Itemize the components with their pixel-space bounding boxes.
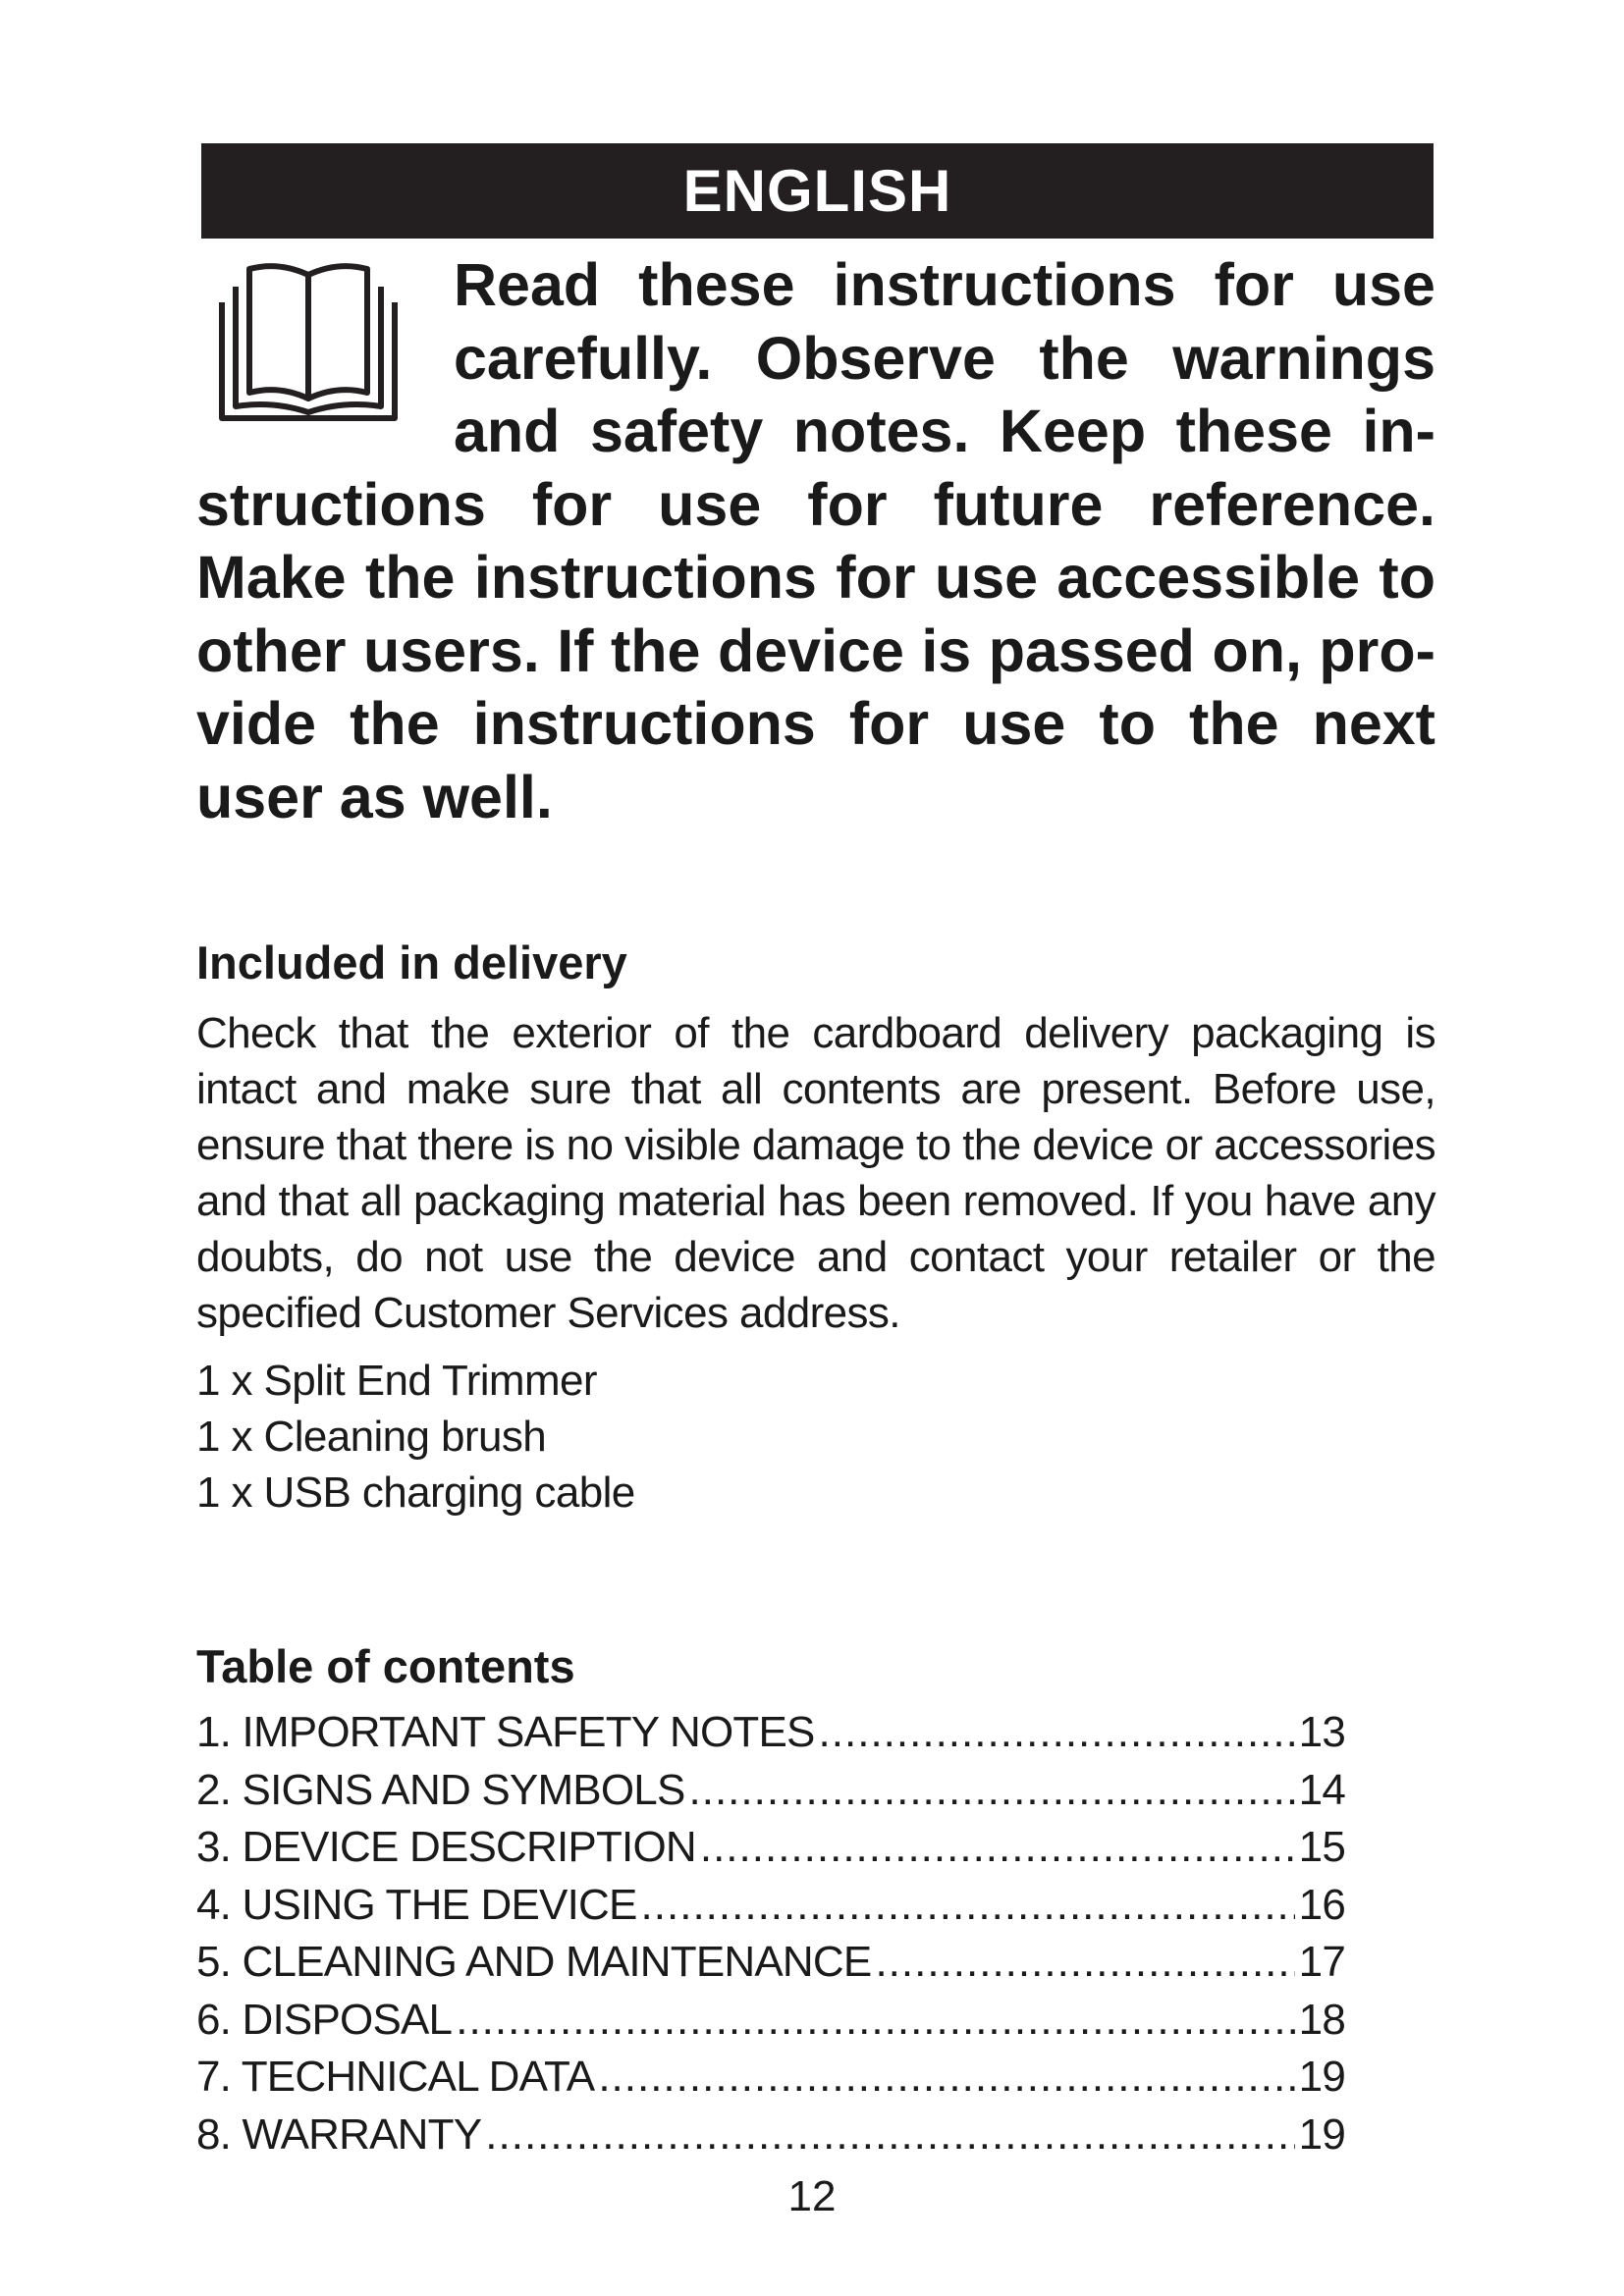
toc-leader-dots	[875, 1934, 1294, 1992]
toc-entry-page: 17	[1298, 1938, 1345, 1986]
toc-entry-page: 13	[1298, 1708, 1345, 1756]
toc-entry[interactable]	[196, 1819, 1345, 1877]
toc-entry-title: 8. WARRANTY	[196, 2109, 482, 2159]
toc-entry[interactable]	[196, 1704, 1345, 1762]
intro-text: Read these instructions for use carefully. Observe the warnings and safety notes. Keep these instructions for use for future reference. Make the instructions for use accessible to other users. If the device is passed on, provide the instructions for use to the next user as well.	[196, 251, 1435, 830]
delivery-paragraph: Check that the exterior of the cardboard delivery packaging is intact and make sure that all contents are present. Before use, ensure that there is no visible damage to the device or accessories and that all packaging material has been removed. If you have any doubts, do not use the device and contact your retailer or the specified Customer Services address.	[196, 1009, 1435, 1337]
toc-entry[interactable]	[196, 1934, 1345, 1992]
toc-entry-title: 2. SIGNS AND SYMBOLS	[196, 1765, 685, 1814]
page-number: 12	[787, 2172, 837, 2220]
toc-entry-title: 6. DISPOSAL	[196, 1995, 453, 2044]
toc-leader-dots	[689, 1762, 1295, 1820]
language-banner	[201, 143, 1434, 239]
toc-heading: Table of contents	[196, 1640, 575, 1692]
toc-entry[interactable]	[196, 2049, 1345, 2107]
toc-entry-title: 1. IMPORTANT SAFETY NOTES	[196, 1708, 815, 1756]
delivery-item: 1 x Cleaning brush	[196, 1413, 547, 1461]
toc-entry-page: 19	[1298, 2053, 1345, 2101]
toc-entry[interactable]	[196, 2107, 1345, 2164]
toc-entry-title: 5. CLEANING AND MAINTENANCE	[196, 1938, 872, 1986]
toc-leader-dots	[641, 1877, 1295, 1935]
toc-leader-dots	[598, 2049, 1294, 2107]
toc-leader-dots	[700, 1819, 1295, 1877]
toc-leader-dots	[485, 2107, 1294, 2164]
toc-entry-page: 15	[1298, 1823, 1345, 1871]
delivery-item: 1 x USB charging cable	[196, 1468, 635, 1517]
toc-entry-title: 4. USING THE DEVICE	[196, 1880, 637, 1929]
delivery-heading: Included in delivery	[196, 936, 627, 988]
delivery-items-list	[196, 1353, 635, 1521]
toc-entry-page: 14	[1298, 1765, 1345, 1814]
language-label: ENGLISH	[682, 158, 952, 224]
toc-leader-dots	[456, 1992, 1294, 2050]
toc-entry-title: 3. DEVICE DESCRIPTION	[196, 1823, 696, 1871]
intro-paragraph	[196, 248, 1435, 833]
toc-entry[interactable]	[196, 1992, 1345, 2050]
toc-entry-page: 19	[1298, 2109, 1345, 2159]
toc-entry[interactable]	[196, 1762, 1345, 1820]
toc-entry-page: 16	[1298, 1880, 1345, 1929]
table-of-contents	[196, 1704, 1345, 2163]
toc-entry[interactable]	[196, 1877, 1345, 1935]
delivery-item: 1 x Split End Trimmer	[196, 1357, 597, 1405]
toc-entry-page: 18	[1298, 1995, 1345, 2044]
toc-leader-dots	[819, 1704, 1295, 1762]
toc-entry-title: 7. TECHNICAL DATA	[196, 2053, 595, 2101]
